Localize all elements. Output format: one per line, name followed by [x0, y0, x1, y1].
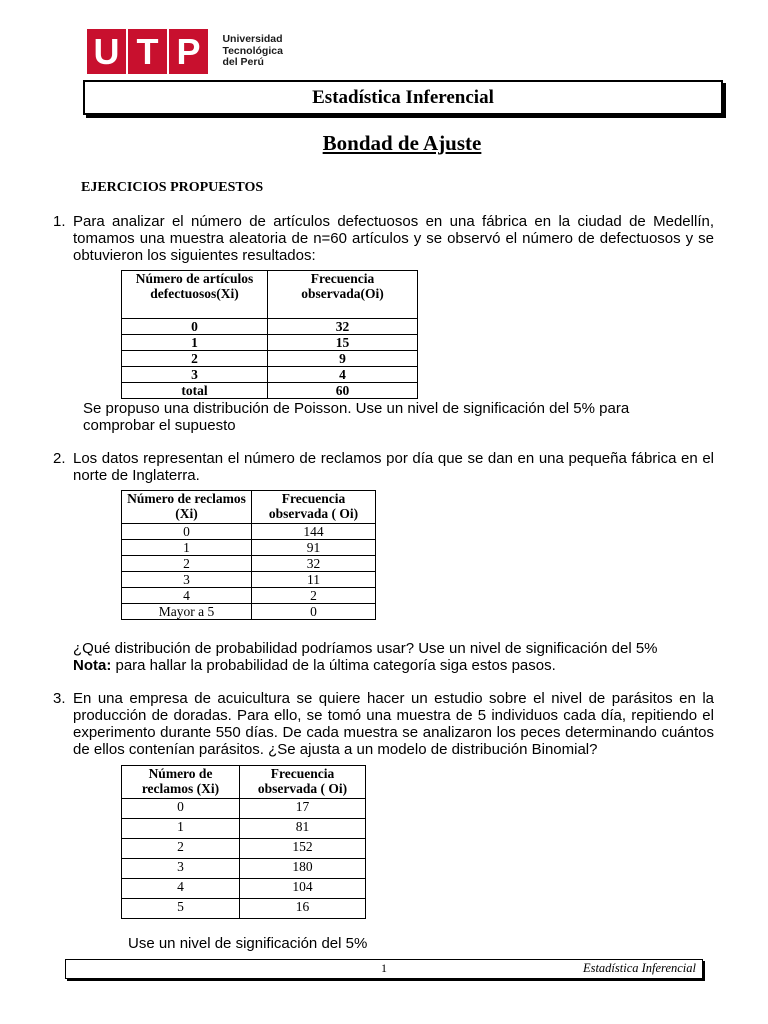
table-header: Número de artículos defectuosos(Xi): [122, 271, 268, 319]
table-cell: 2: [122, 556, 252, 572]
table-row: [122, 899, 366, 919]
table-cell: 3: [122, 367, 268, 383]
exercise-1-table: [121, 270, 418, 399]
table-row: [122, 879, 366, 899]
table-row: [122, 839, 366, 859]
table-row: [122, 859, 366, 879]
table-cell: 0: [122, 319, 268, 335]
table-cell: 152: [240, 839, 366, 859]
table-cell: 1: [122, 540, 252, 556]
table-row: [122, 367, 418, 383]
exercise-2-text: Los datos representan el número de reclamos por día que se dan en una pequeña fábrica en el norte de Inglaterra.: [73, 450, 714, 484]
exercise-2-note: [73, 657, 713, 674]
logo-line-2: Tecnológica: [222, 44, 283, 57]
table-cell: 0: [122, 524, 252, 540]
table-cell: 1: [122, 819, 240, 839]
table-cell: 4: [122, 588, 252, 604]
table-cell: 5: [122, 899, 240, 919]
exercise-2-table: [121, 490, 376, 620]
course-title: Estadística Inferencial: [312, 87, 494, 108]
exercise-3-text: En una empresa de acuicultura se quiere hacer un estudio sobre el nivel de parásitos en la producción de doradas. Para ello, se tomó una muestra de 5 individuos cada día, repitiendo el experimento durante 550 días. De cada muestra se analizaron los peces determinando cuántos de ellos contenían parásitos. ¿Se ajusta a un modelo de distribución Binomial?: [73, 690, 714, 758]
table-cell: 2: [252, 588, 376, 604]
table-row: [122, 319, 418, 335]
table-cell: 11: [252, 572, 376, 588]
exercise-2-number: 2.: [53, 450, 66, 467]
exercise-1-number: 1.: [53, 213, 66, 230]
table-cell: 16: [240, 899, 366, 919]
table-header: Frecuencia observada ( Oi): [240, 766, 366, 799]
table-row: [122, 588, 376, 604]
table-header: Frecuencia observada ( Oi): [252, 491, 376, 524]
table-cell: 104: [240, 879, 366, 899]
table-header: Número de reclamos (Xi): [122, 491, 252, 524]
table-row: [122, 572, 376, 588]
section-heading: EJERCICIOS PROPUESTOS: [81, 180, 264, 195]
logo-line-1: Universidad: [222, 33, 283, 45]
table-cell: 81: [240, 819, 366, 839]
note-text: para hallar la probabilidad de la última categoría siga estos pasos.: [111, 657, 556, 674]
table-cell: 60: [268, 383, 418, 399]
exercise-1-text: Para analizar el número de artículos defectuosos en una fábrica en la ciudad de Medellín, tomamos una muestra aleatoria de n=60 artículos y se observó el número de defectuosos y se obtuvieron los siguientes resultados:: [73, 213, 714, 264]
table-cell: 15: [268, 335, 418, 351]
table-cell: 3: [122, 859, 240, 879]
table-cell: 3: [122, 572, 252, 588]
table-row: [122, 556, 376, 572]
exercise-3-instruction: Use un nivel de significación del 5%: [128, 935, 368, 952]
course-header-box: [83, 80, 723, 115]
table-cell: 1: [122, 335, 268, 351]
table-cell: Mayor a 5: [122, 604, 252, 620]
table-header: Frecuencia observada(Oi): [268, 271, 418, 319]
page-number: 1: [381, 961, 387, 975]
table-row: [122, 819, 366, 839]
utp-logo: [87, 29, 283, 74]
logo-letter-u: U: [87, 29, 126, 74]
table-cell: 32: [252, 556, 376, 572]
table-cell: 2: [122, 351, 268, 367]
footer-box: [65, 959, 703, 979]
table-row: [122, 540, 376, 556]
exercise-3-table: [121, 765, 366, 919]
table-cell: 2: [122, 839, 240, 859]
table-cell: 144: [252, 524, 376, 540]
table-row: [122, 604, 376, 620]
table-row: [122, 335, 418, 351]
table-row: [122, 383, 418, 399]
table-cell: 91: [252, 540, 376, 556]
table-row: [122, 524, 376, 540]
table-cell: 0: [122, 799, 240, 819]
note-label: Nota:: [73, 657, 112, 674]
exercise-2-question: ¿Qué distribución de probabilidad podríamos usar? Use un nivel de significación del 5%: [73, 640, 658, 657]
table-cell: 4: [122, 879, 240, 899]
logo-line-3: del Perú: [222, 56, 264, 68]
exercise-3-number: 3.: [53, 690, 66, 707]
logo-letter-t: T: [128, 29, 167, 74]
footer-course-label: Estadística Inferencial: [582, 961, 696, 975]
table-cell: 0: [252, 604, 376, 620]
table-row: [122, 351, 418, 367]
table-cell: 4: [268, 367, 418, 383]
logo-wordmark: [222, 34, 282, 69]
table-cell: 180: [240, 859, 366, 879]
table-row: [122, 799, 366, 819]
table-cell: total: [122, 383, 268, 399]
document-title: Bondad de Ajuste: [322, 131, 482, 155]
exercise-1-instruction: Se propuso una distribución de Poisson. Use un nivel de significación del 5% para comprobar el supuesto: [83, 400, 630, 434]
table-cell: 9: [268, 351, 418, 367]
logo-letter-p: P: [169, 29, 208, 74]
table-cell: 32: [268, 319, 418, 335]
table-cell: 17: [240, 799, 366, 819]
table-header: Número de reclamos (Xi): [122, 766, 240, 799]
